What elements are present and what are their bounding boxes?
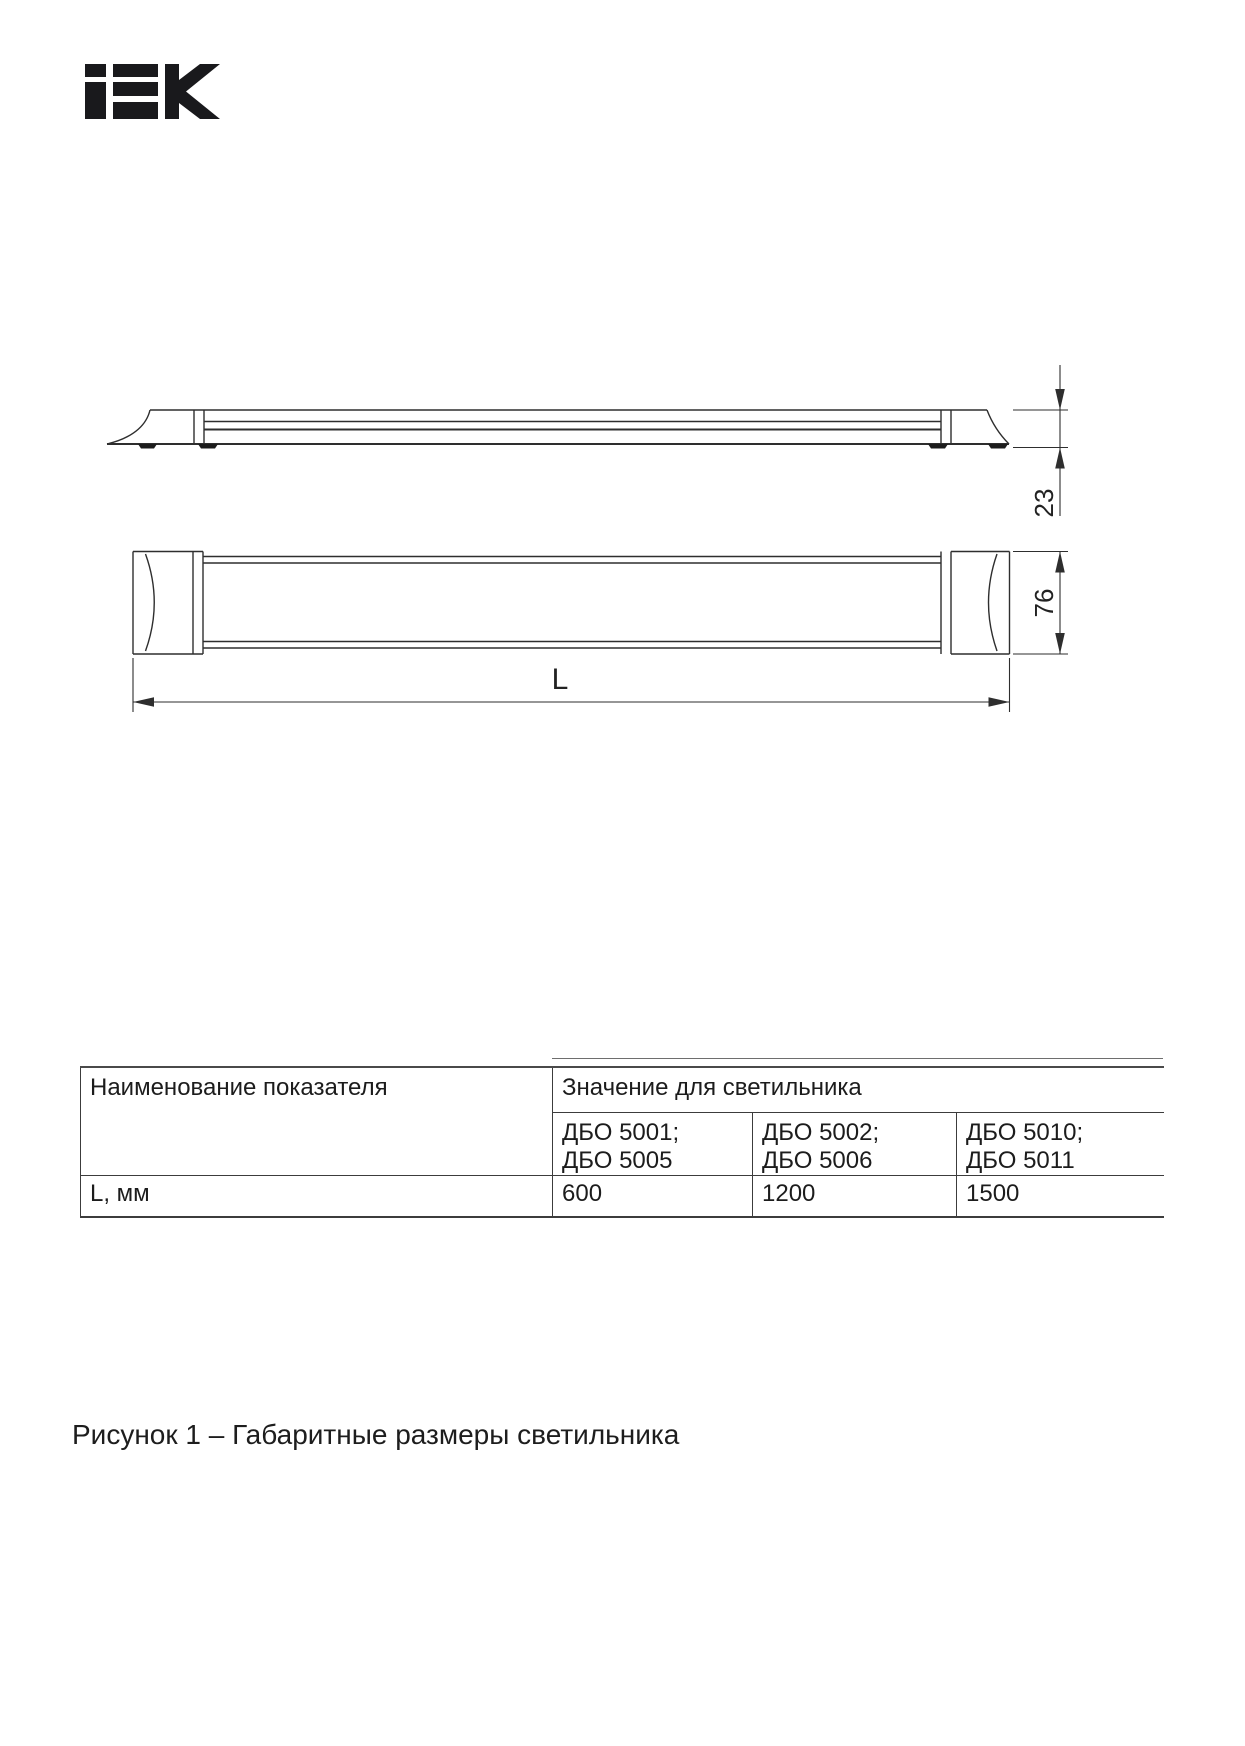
- length-dim-label: L: [551, 663, 569, 696]
- iek-logo-shapes: [85, 64, 220, 119]
- mounting-foot: [138, 444, 157, 449]
- model-name-line: ДБО 5002;: [762, 1118, 880, 1146]
- dimensions-table: [80, 1066, 1164, 1218]
- model-name-line: ДБО 5005: [562, 1146, 673, 1174]
- mounting-foot: [198, 444, 218, 449]
- end-cap-arc: [146, 554, 155, 651]
- width-dim-label: 76: [1028, 588, 1059, 618]
- height-dim-label: 23: [1028, 488, 1059, 518]
- model-name-line: ДБО 5011: [966, 1146, 1075, 1174]
- table-model-cell: [553, 1112, 753, 1175]
- table-length-value: 600: [553, 1175, 753, 1217]
- table-header-value-group: Значение для светильника: [553, 1067, 1164, 1112]
- mounting-foot: [928, 444, 948, 449]
- model-name-line: ДБО 5006: [762, 1146, 873, 1174]
- table-header-parameter: Наименование показателя: [81, 1067, 553, 1175]
- figure-caption: Рисунок 1 – Габаритные размеры светильника: [72, 1419, 680, 1450]
- luminaire-side-view: [107, 410, 1009, 449]
- table-length-value: 1500: [957, 1175, 1164, 1217]
- luminaire-dimension-drawing: [60, 340, 1190, 730]
- table-top-extra-line: [552, 1058, 1163, 1059]
- model-name-line: ДБО 5010;: [966, 1118, 1084, 1146]
- end-cap-arc: [989, 554, 998, 651]
- table-model-cell: [753, 1112, 957, 1175]
- table-model-cell: [957, 1112, 1164, 1175]
- table-length-value: 1200: [753, 1175, 957, 1217]
- model-name-line: ДБО 5001;: [562, 1118, 680, 1146]
- luminaire-front-view: [133, 552, 1010, 655]
- table-row-parameter-label: L, мм: [90, 1179, 150, 1207]
- iek-logo: [85, 64, 220, 119]
- mounting-foot: [988, 444, 1008, 449]
